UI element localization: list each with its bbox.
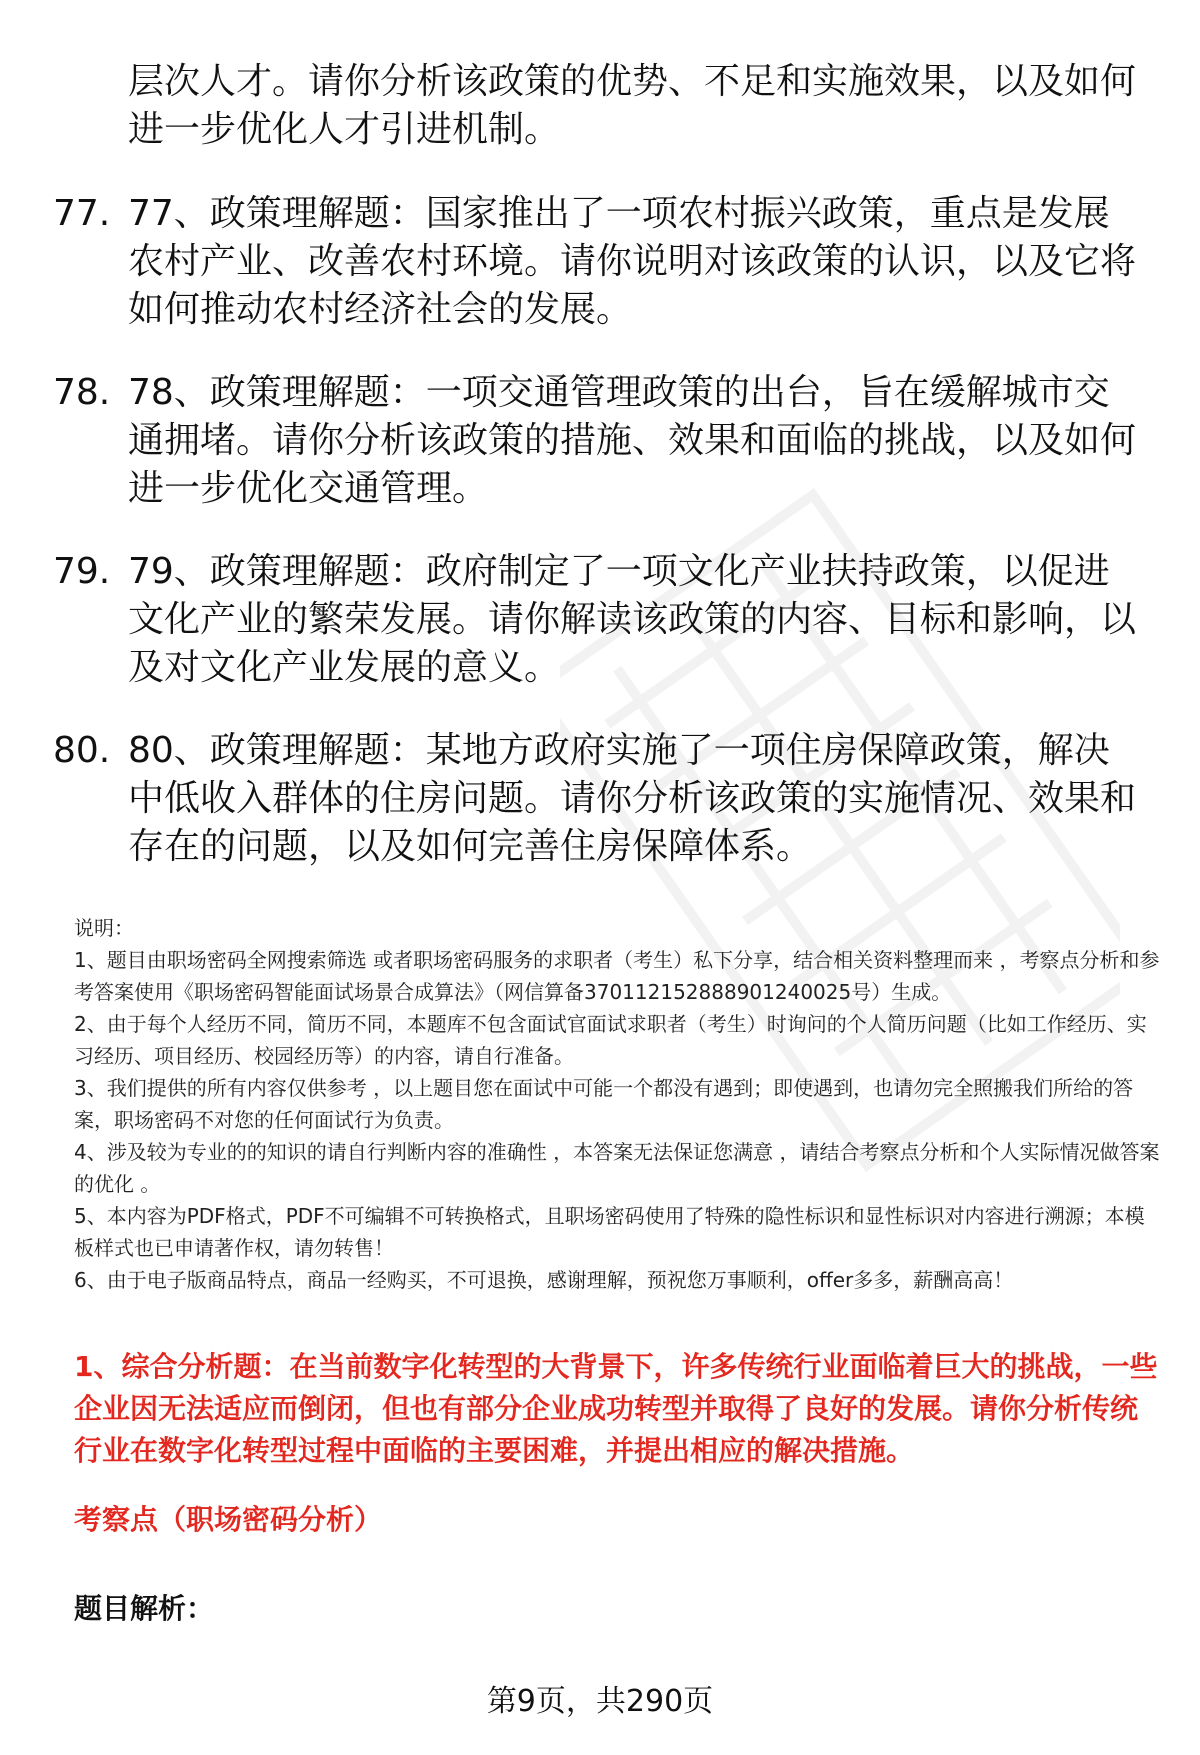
question-analysis-heading: 题目解析： bbox=[74, 1592, 215, 1625]
question-number: 79. bbox=[53, 551, 111, 592]
question-text: 77、政策理解题：国家推出了一项农村振兴政策，重点是发展农村产业、改善农村环境。请你说明对该政策的认识，以及它将如何推动农村经济社会的发展。 bbox=[128, 193, 1137, 330]
note-item-6: 6、由于电子版商品特点，商品一经购买，不可退换，感谢理解，预祝您万事顺利，offer多多，薪酬高高！ bbox=[74, 1268, 1014, 1292]
page-number-footer: 第9页，共290页 bbox=[486, 1684, 714, 1719]
question-text: 78、政策理解题：一项交通管理政策的出台，旨在缓解城市交通拥堵。请你分析该政策的措施、效果和面临的挑战，以及如何进一步优化交通管理。 bbox=[128, 372, 1137, 509]
note-item-3: 3、我们提供的所有内容仅供参考 ，以上题目您在面试中可能一个都没有遇到；即使遇到，也请勿完全照搬我们所给的答案，职场密码不对您的任何面试行为负责。 bbox=[74, 1076, 1134, 1132]
note-item-5: 5、本内容为PDF格式，PDF不可编辑不可转换格式，且职场密码使用了特殊的隐性标识和显性标识对内容进行溯源；本模板样式也已申请著作权，请勿转售！ bbox=[74, 1204, 1145, 1260]
question-text: 80、政策理解题：某地方政府实施了一项住房保障政策，解决中低收入群体的住房问题。请你分析该政策的实施情况、效果和存在的问题，以及如何完善住房保障体系。 bbox=[128, 730, 1137, 867]
notes-list bbox=[74, 944, 1164, 1296]
question-text: 79、政策理解题：政府制定了一项文化产业扶持政策，以促进文化产业的繁荣发展。请你解读该政策的内容、目标和影响，以及对文化产业发展的意义。 bbox=[128, 551, 1137, 688]
question-number: 80. bbox=[53, 730, 111, 771]
question-number: 78. bbox=[53, 372, 111, 413]
question-list bbox=[0, 190, 1200, 906]
continued-question-text: 层次人才。请你分析该政策的优势、不足和实施效果，以及如何进一步优化人才引进机制。 bbox=[128, 61, 1137, 150]
notes-title: 说明： bbox=[74, 916, 134, 940]
note-item-2: 2、由于每个人经历不同，简历不同，本题库不包含面试官面试求职者（考生）时询问的个人简历问题（比如工作经历、实习经历、项目经历、校园经历等）的内容，请自行准备。 bbox=[74, 1012, 1147, 1068]
exam-point-label: 考察点（职场密码分析） bbox=[74, 1503, 383, 1536]
question-item-80 bbox=[0, 727, 1200, 871]
note-item-4: 4、涉及较为专业的的知识的请自行判断内容的准确性 ，本答案无法保证您满意 ，请结合考察点分析和个人实际情况做答案的优化 。 bbox=[74, 1140, 1160, 1196]
question-item-77 bbox=[0, 190, 1200, 334]
comprehensive-analysis-question: 1、综合分析题：在当前数字化转型的大背景下，许多传统行业面临着巨大的挑战，一些企业因无法适应而倒闭，但也有部分企业成功转型并取得了良好的发展。请你分析传统行业在数字化转型过程中面临的主要困难，并提出相应的解决措施。 bbox=[74, 1350, 1158, 1467]
question-item-78 bbox=[0, 369, 1200, 513]
question-item-79 bbox=[0, 548, 1200, 692]
notes-section bbox=[74, 912, 1164, 1296]
question-number: 77. bbox=[53, 193, 111, 234]
note-item-1: 1、题目由职场密码全网搜索筛选 或者职场密码服务的求职者（考生）私下分享，结合相关资料整理而来 ，考察点分析和参考答案使用《职场密码智能面试场景合成算法》（网信算备370112152888901240025号）生成。 bbox=[74, 948, 1160, 1004]
